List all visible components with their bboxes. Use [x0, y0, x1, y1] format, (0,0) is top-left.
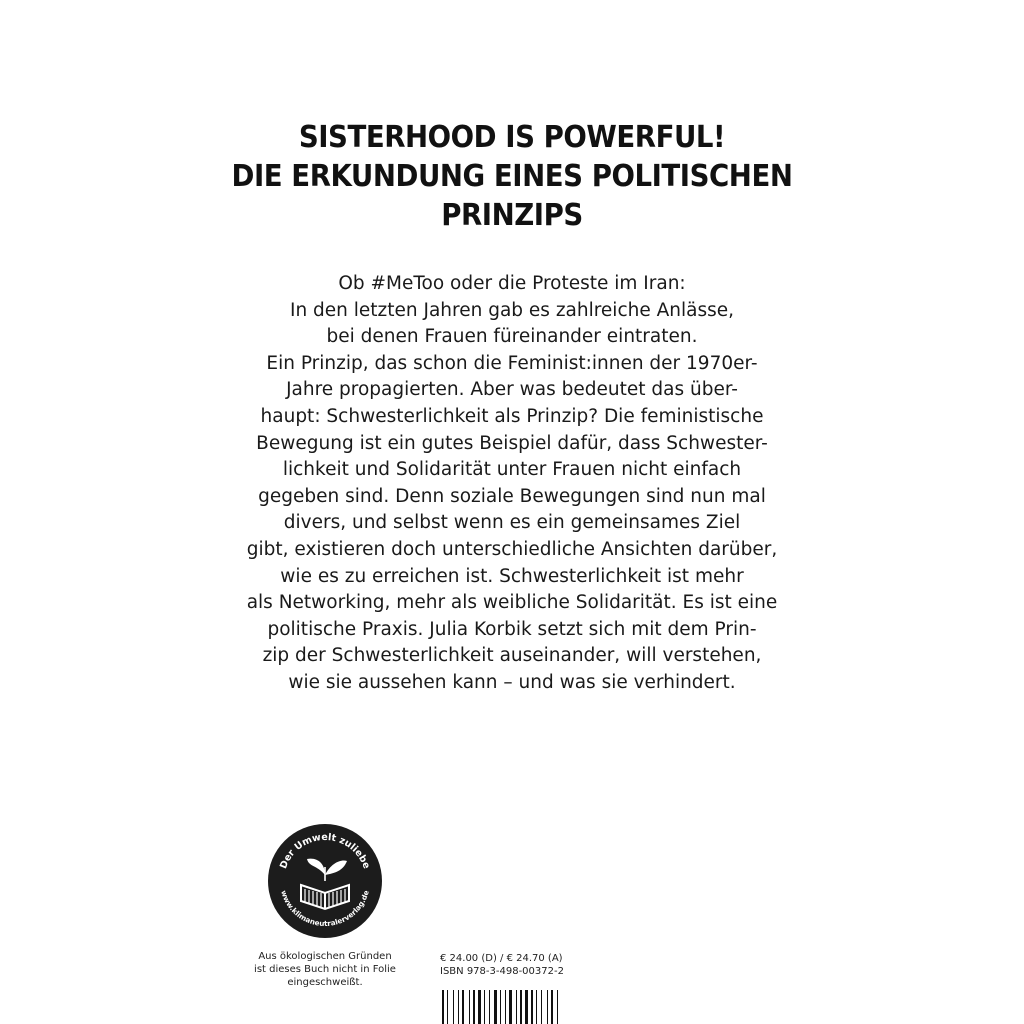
blurb-line: Jahre propagierten. Aber was bedeutet das über-	[286, 379, 738, 401]
blurb-line: haupt: Schwesterlichkeit als Prinzip? Die feministische	[260, 405, 764, 427]
blurb-line: In den letzten Jahren gab es zahlreiche Anlässe,	[289, 299, 735, 321]
barcode-bar	[551, 990, 553, 1024]
barcode-bar	[516, 990, 517, 1024]
blurb-line: wie sie aussehen kann – und was sie verhindert.	[288, 671, 736, 693]
barcode-bar	[536, 990, 537, 1024]
barcode-bar	[531, 990, 533, 1024]
book-title	[41, 118, 983, 235]
blurb-line: Ein Prinzip, das schon die Feminist:innen der 1970er-	[266, 352, 758, 374]
barcode-bar	[547, 990, 548, 1024]
barcode-bar	[541, 990, 542, 1024]
barcode-bar	[478, 990, 481, 1024]
title-line-1: SISTERHOOD IS POWERFUL!	[298, 120, 726, 155]
seal-bottom-text: www.klimaneutralerverlag.de	[279, 889, 371, 929]
title-line-2: DIE ERKUNDUNG EINES POLITISCHEN	[231, 159, 793, 194]
barcode	[440, 990, 580, 1024]
barcode-bar	[458, 990, 459, 1024]
eco-note	[235, 950, 415, 989]
barcode-bar	[447, 990, 448, 1024]
barcode-bar	[520, 990, 522, 1024]
barcode-bar	[469, 990, 470, 1024]
barcode-bar	[462, 990, 464, 1024]
blurb-line: Ob #MeToo oder die Proteste im Iran:	[338, 273, 686, 294]
barcode-bar	[500, 990, 501, 1024]
eco-note-line: Aus ökologischen Gründen	[258, 951, 392, 962]
blurb-text	[0, 271, 1024, 697]
price-text: € 24.00 (D) / € 24.70 (A)	[440, 953, 563, 964]
blurb-line: bei denen Frauen füreinander eintraten.	[326, 326, 698, 348]
blurb-line: gibt, existieren doch unterschiedliche Ansichten darüber,	[246, 538, 778, 560]
blurb-line: zip der Schwesterlichkeit auseinander, will verstehen,	[262, 645, 762, 667]
blurb-line: Bewegung ist ein gutes Beispiel dafür, dass Schwester-	[256, 432, 768, 454]
blurb-line: politische Praxis. Julia Korbik setzt sich mit dem Prin-	[267, 618, 757, 640]
barcode-bar	[453, 990, 454, 1024]
blurb-line: divers, und selbst wenn es ein gemeinsames Ziel	[283, 512, 741, 534]
blurb-line: gegeben sind. Denn soziale Bewegungen sind nun mal	[258, 485, 766, 507]
title-line-3: PRINZIPS	[441, 198, 583, 233]
barcode-bar	[525, 990, 528, 1024]
barcode-bar	[494, 990, 497, 1024]
eco-seal	[267, 823, 383, 939]
barcode-bar	[557, 990, 558, 1024]
blurb-line: lichkeit und Solidarität unter Frauen nicht einfach	[282, 459, 742, 481]
eco-note-line: ist dieses Buch nicht in Folie	[254, 964, 396, 975]
barcode-bar	[442, 990, 444, 1024]
eco-note-line: eingeschweißt.	[287, 977, 363, 988]
barcode-bar	[473, 990, 475, 1024]
blurb-line: als Networking, mehr als weibliche Solidarität. Es ist eine	[246, 592, 778, 614]
price-block	[440, 952, 564, 978]
barcode-bar	[489, 990, 490, 1024]
blurb-line: wie es zu erreichen ist. Schwesterlichkeit ist mehr	[280, 565, 744, 587]
barcode-bar	[505, 990, 506, 1024]
seal-top-text: Der Umwelt zuliebe	[278, 831, 372, 871]
isbn-text: ISBN 978-3-498-00372-2	[440, 966, 564, 977]
barcode-bar	[509, 990, 512, 1024]
barcode-bar	[484, 990, 485, 1024]
